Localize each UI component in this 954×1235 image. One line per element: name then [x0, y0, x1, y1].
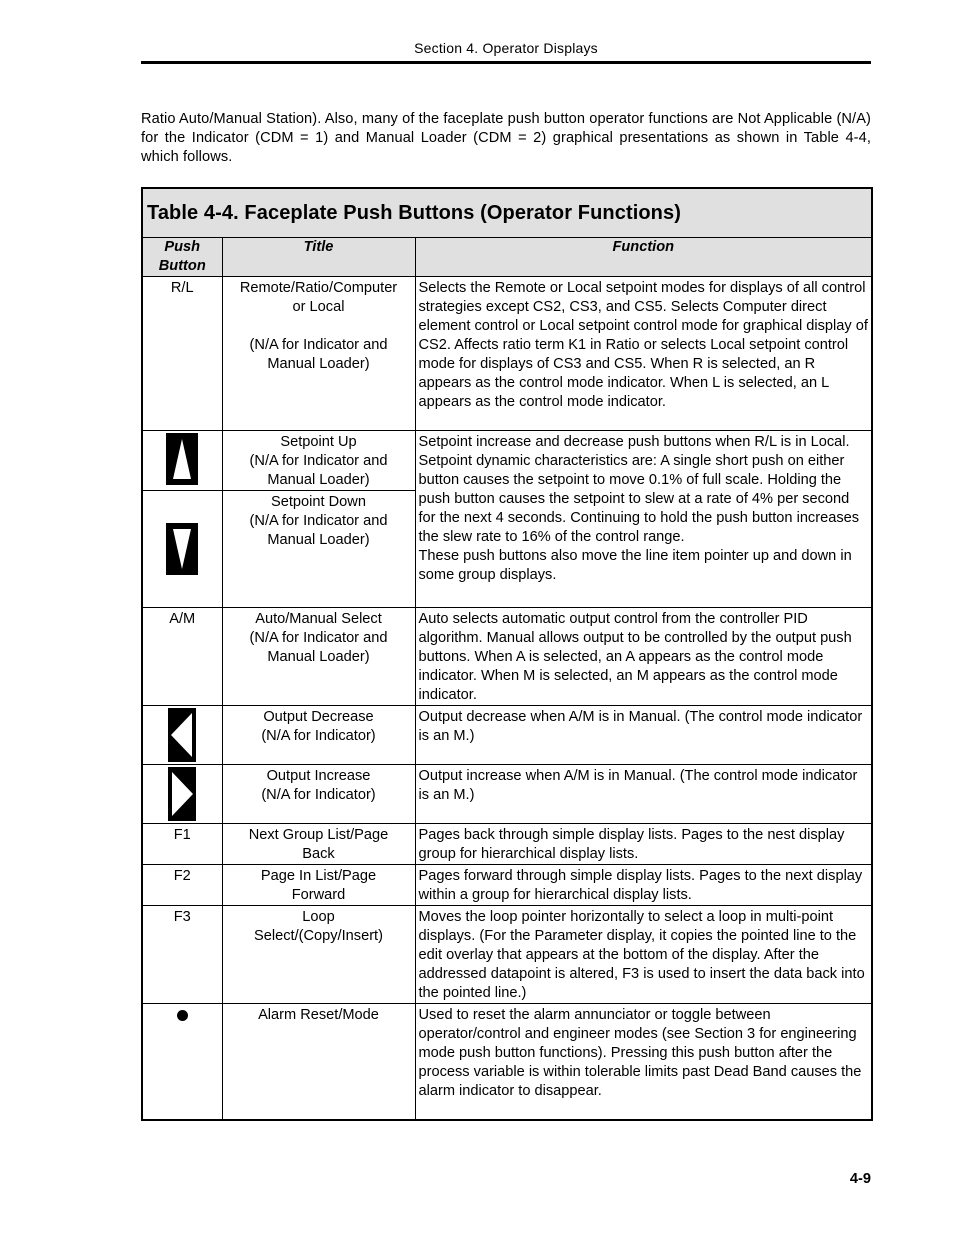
title-line: (N/A for Indicator and	[249, 337, 388, 353]
title-line: Forward	[291, 887, 346, 903]
down-arrow-icon	[166, 523, 198, 575]
title-line: Page In List/Page	[260, 868, 377, 884]
function-cell: Pages back through simple display lists. Pages to the nest display group for hierarchical display lists.	[415, 824, 872, 865]
title-cell	[222, 431, 415, 491]
title-cell	[222, 706, 415, 765]
up-arrow-icon	[166, 433, 198, 485]
title-line: Manual Loader)	[267, 532, 370, 548]
function-cell: Moves the loop pointer horizontally to select a loop in multi-point displays. (For the Parameter display, it copies the pointed line to the edit overlay that appears at the bottom of the display. After the addressed datapoint is altered, F3 is used to insert the data back into the pointed line.)	[415, 906, 872, 1004]
title-line: Loop	[302, 909, 335, 925]
table-caption: Table 4-4. Faceplate Push Buttons (Operator Functions)	[147, 201, 681, 224]
title-line: or Local	[292, 299, 345, 315]
button-cell: F1	[142, 824, 222, 865]
title-line: (N/A for Indicator)	[261, 728, 376, 744]
column-header-function: Function	[415, 238, 872, 277]
button-cell	[142, 765, 222, 824]
function-cell: Used to reset the alarm annunciator or toggle between operator/control and engineer modes (see Section 3 for engineering mode push button functions). Pressing this push button after the process variable is within tolerable limits past Dead Band causes the alarm indicator to disappear.	[415, 1004, 872, 1120]
title-line: (N/A for Indicator)	[261, 787, 376, 803]
title-line: (N/A for Indicator and	[249, 630, 388, 646]
title-cell	[222, 491, 415, 608]
column-header-title: Title	[222, 238, 415, 277]
table-header-row	[142, 238, 872, 277]
title-cell	[222, 906, 415, 1004]
table-row	[142, 706, 872, 765]
function-cell: Selects the Remote or Local setpoint modes for displays of all control strategies except CS2, CS3, and CS5. Selects Computer direct element control or Local setpoint control mode for graphical display of CS2. Affects ratio term K1 in Ratio or selects Local setpoint control mode for displays of CS3 and CS5. When R is selected, an R appears as the control mode indicator. When L is selected, an L appears as the control mode indicator.	[415, 277, 872, 431]
title-line: Output Decrease	[263, 709, 374, 725]
title-line: Setpoint Up	[280, 434, 357, 450]
function-text: These push buttons also move the line item pointer up and down in some group displays.	[418, 548, 852, 583]
table-row	[142, 824, 872, 865]
title-line: Auto/Manual Select	[255, 611, 382, 627]
table-row	[142, 906, 872, 1004]
table-row	[142, 765, 872, 824]
intro-paragraph: Ratio Auto/Manual Station). Also, many of the faceplate push button operator functions are Not Applicable (N/A) for the Indicator (CDM = 1) and Manual Loader (CDM = 2) graphical presentations as shown in Table 4-4, which follows.	[141, 111, 871, 165]
title-cell	[222, 608, 415, 706]
table-row	[142, 608, 872, 706]
title-line: (N/A for Indicator and	[249, 453, 388, 469]
title-cell	[222, 1004, 415, 1120]
button-cell: R/L	[142, 277, 222, 431]
column-header-push-line1: Push	[164, 239, 201, 255]
title-line: Manual Loader)	[267, 356, 370, 372]
button-cell: A/M	[142, 608, 222, 706]
left-arrow-icon	[168, 708, 196, 762]
button-cell: F2	[142, 865, 222, 906]
button-cell	[142, 491, 222, 608]
function-cell: Output increase when A/M is in Manual. (The control mode indicator is an M.)	[415, 765, 872, 824]
button-cell	[142, 706, 222, 765]
title-line: Output Increase	[266, 768, 371, 784]
function-cell	[415, 431, 872, 608]
title-cell	[222, 865, 415, 906]
bullet-icon	[177, 1010, 188, 1021]
function-text: Setpoint increase and decrease push buttons when R/L is in Local. Setpoint dynamic characteristics are: A single short push on either button causes the setpoint to move 0.1% of full scale. Holding the push button causes the setpoint to slew at a rate of 4% per second for the next 4 seconds. Continuing to hold the push button increases the slew rate to 16% of the control range.	[418, 434, 860, 545]
title-cell	[222, 824, 415, 865]
title-line: Manual Loader)	[267, 472, 370, 488]
title-line: Alarm Reset/Mode	[258, 1007, 379, 1023]
title-cell	[222, 277, 415, 431]
title-line: Manual Loader)	[267, 649, 370, 665]
title-line: Remote/Ratio/Computer	[239, 280, 398, 296]
button-cell: F3	[142, 906, 222, 1004]
title-line: Next Group List/Page	[248, 827, 389, 843]
table-row	[142, 431, 872, 491]
right-arrow-icon	[168, 767, 196, 821]
table-row	[142, 1004, 872, 1120]
table-row	[142, 865, 872, 906]
push-buttons-table	[141, 187, 871, 1121]
title-line: Back	[302, 846, 335, 862]
page-number: 4-9	[849, 1171, 871, 1187]
page-header: Section 4. Operator Displays	[414, 40, 598, 56]
column-header-push-button	[142, 238, 222, 277]
title-line: (N/A for Indicator and	[249, 513, 388, 529]
button-cell	[142, 1004, 222, 1120]
header-rule	[141, 61, 871, 64]
table-caption-cell	[142, 188, 872, 238]
title-line: Setpoint Down	[271, 494, 366, 510]
function-cell: Pages forward through simple display lists. Pages to the next display within a group for hierarchical display lists.	[415, 865, 872, 906]
button-cell	[142, 431, 222, 491]
function-cell: Output decrease when A/M is in Manual. (The control mode indicator is an M.)	[415, 706, 872, 765]
title-cell	[222, 765, 415, 824]
function-cell: Auto selects automatic output control from the controller PID algorithm. Manual allows output to be controlled by the output push buttons. When A is selected, an A appears as the control mode indicator. When M is selected, an M appears as the control mode indicator.	[415, 608, 872, 706]
table-row	[142, 277, 872, 431]
column-header-push-line2: Button	[158, 258, 206, 274]
title-line: Select/(Copy/Insert)	[254, 928, 383, 944]
